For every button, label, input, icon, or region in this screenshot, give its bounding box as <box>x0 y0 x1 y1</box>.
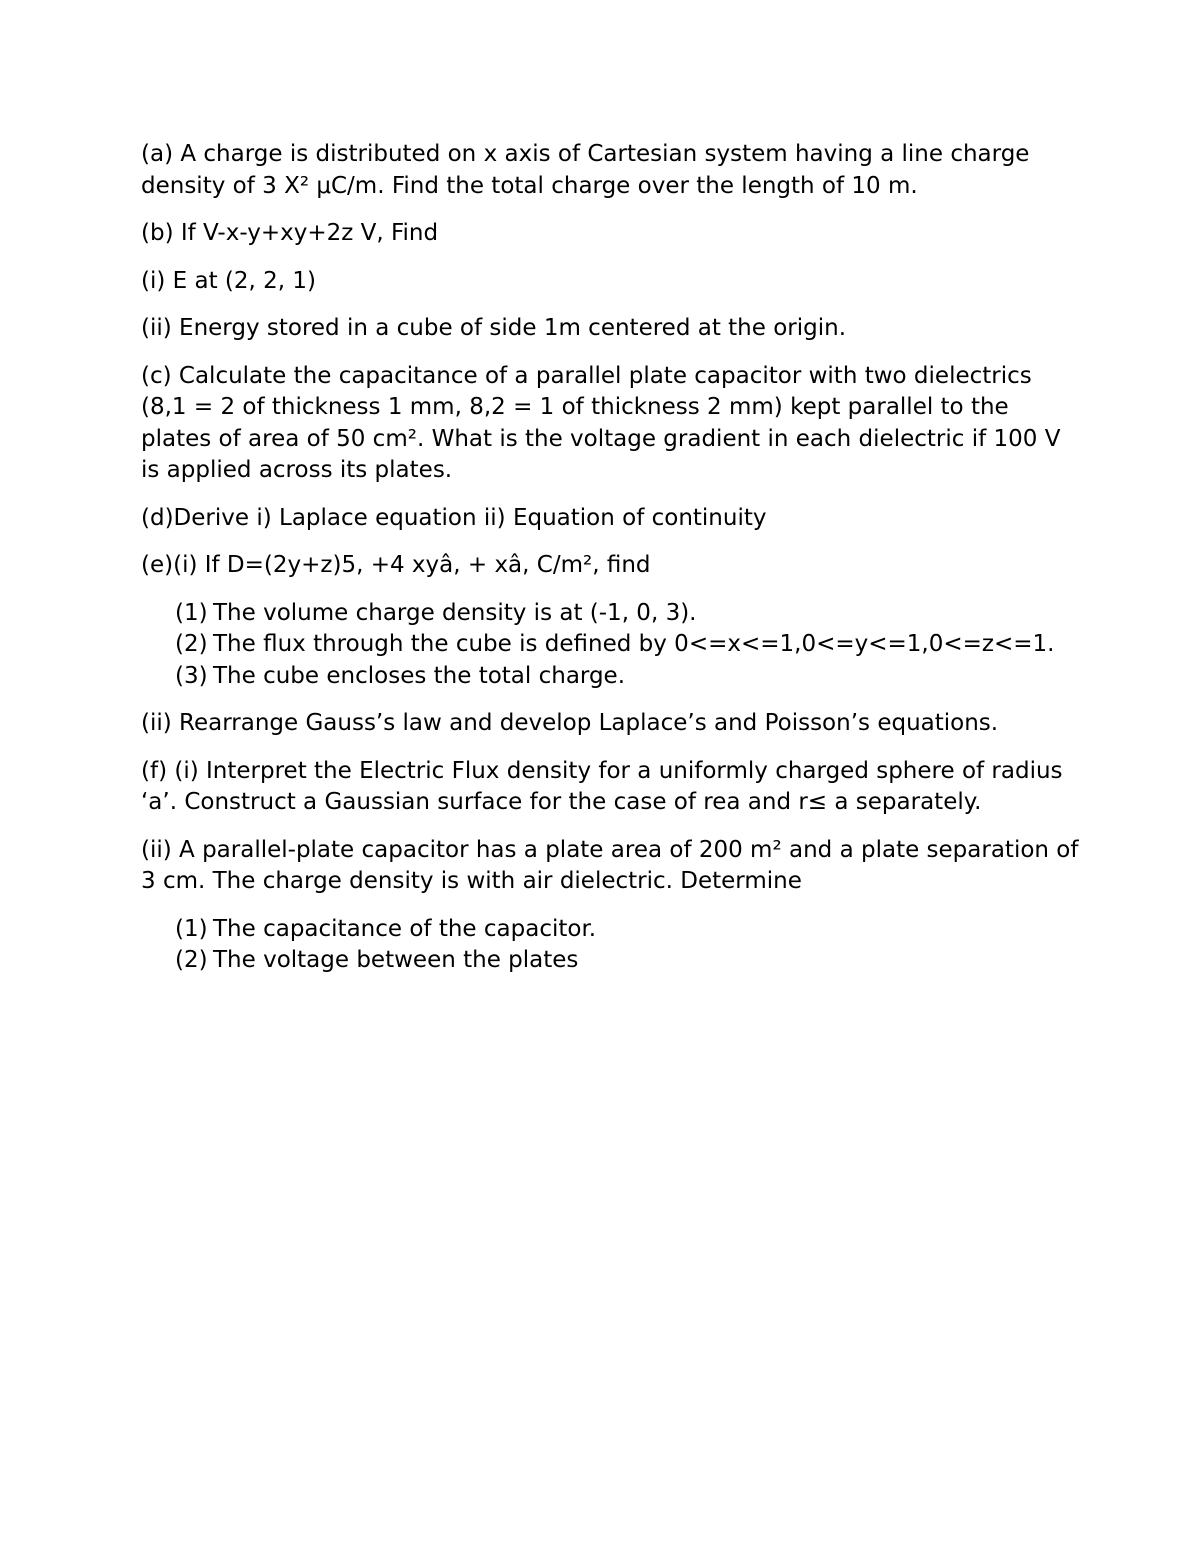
list-item <box>141 629 1081 661</box>
question-c: (c) Calculate the capacitance of a parallel plate capacitor with two dielectrics (8,1 = 2 of thickness 1 mm, 8,2 = 1 of thickness 2 mm) kept parallel to the plates of area of 50 cm². What is the voltage gradient in each dielectric if 100 V is applied across its plates. <box>141 362 1061 483</box>
list-item-text: The flux through the cube is defined by 0<=x<=1,0<=y<=1,0<=z<=1. <box>213 631 1055 657</box>
list-item <box>141 945 1081 977</box>
list-item-text: The cube encloses the total charge. <box>213 662 626 689</box>
list-item-number: (1) <box>175 599 208 626</box>
question-e-ii: (ii) Rearrange Gauss’s law and develop Laplace’s and Poisson’s equations. <box>141 710 999 736</box>
list-item-number: (3) <box>175 662 208 689</box>
list-item <box>141 598 1081 630</box>
question-b: (b) If V-x-y+xy+2z V, Find <box>141 220 439 246</box>
list-item <box>141 914 1081 946</box>
list-item-text: The voltage between the plates <box>213 947 579 973</box>
question-e-i: (e)(i) If D=(2y+z)5, +4 xyâ, + xâ, C/m², find <box>141 552 651 578</box>
list-item <box>141 661 1081 693</box>
question-b-i: (i) E at (2, 2, 1) <box>141 267 317 294</box>
question-a: (a) A charge is distributed on x axis of Cartesian system having a line charge density of 3 X² μC/m. Find the total charge over the length of 10 m. <box>141 141 1030 199</box>
list-item-number: (2) <box>175 631 208 657</box>
list-item-number: (1) <box>175 915 208 942</box>
question-b-ii: (ii) Energy stored in a cube of side 1m centered at the origin. <box>141 315 847 341</box>
list-item-number: (2) <box>175 947 208 973</box>
question-f-ii: (ii) A parallel-plate capacitor has a plate area of 200 m² and a plate separation of 3 cm. The charge density is with air dielectric. Determine <box>141 836 1079 894</box>
list-item-text: The capacitance of the capacitor. <box>213 915 597 942</box>
question-e-subparts-list <box>141 598 1081 693</box>
list-item-text: The volume charge density is at (-1, 0, 3). <box>213 599 697 626</box>
document-page <box>141 139 1081 977</box>
question-f-i: (f) (i) Interpret the Electric Flux density for a uniformly charged sphere of radius ‘a’. Construct a Gaussian surface for the case of rea and r≤ a separately. <box>141 757 1063 815</box>
question-f-subparts-list <box>141 914 1081 977</box>
question-d: (d)Derive i) Laplace equation ii) Equation of continuity <box>141 504 767 531</box>
